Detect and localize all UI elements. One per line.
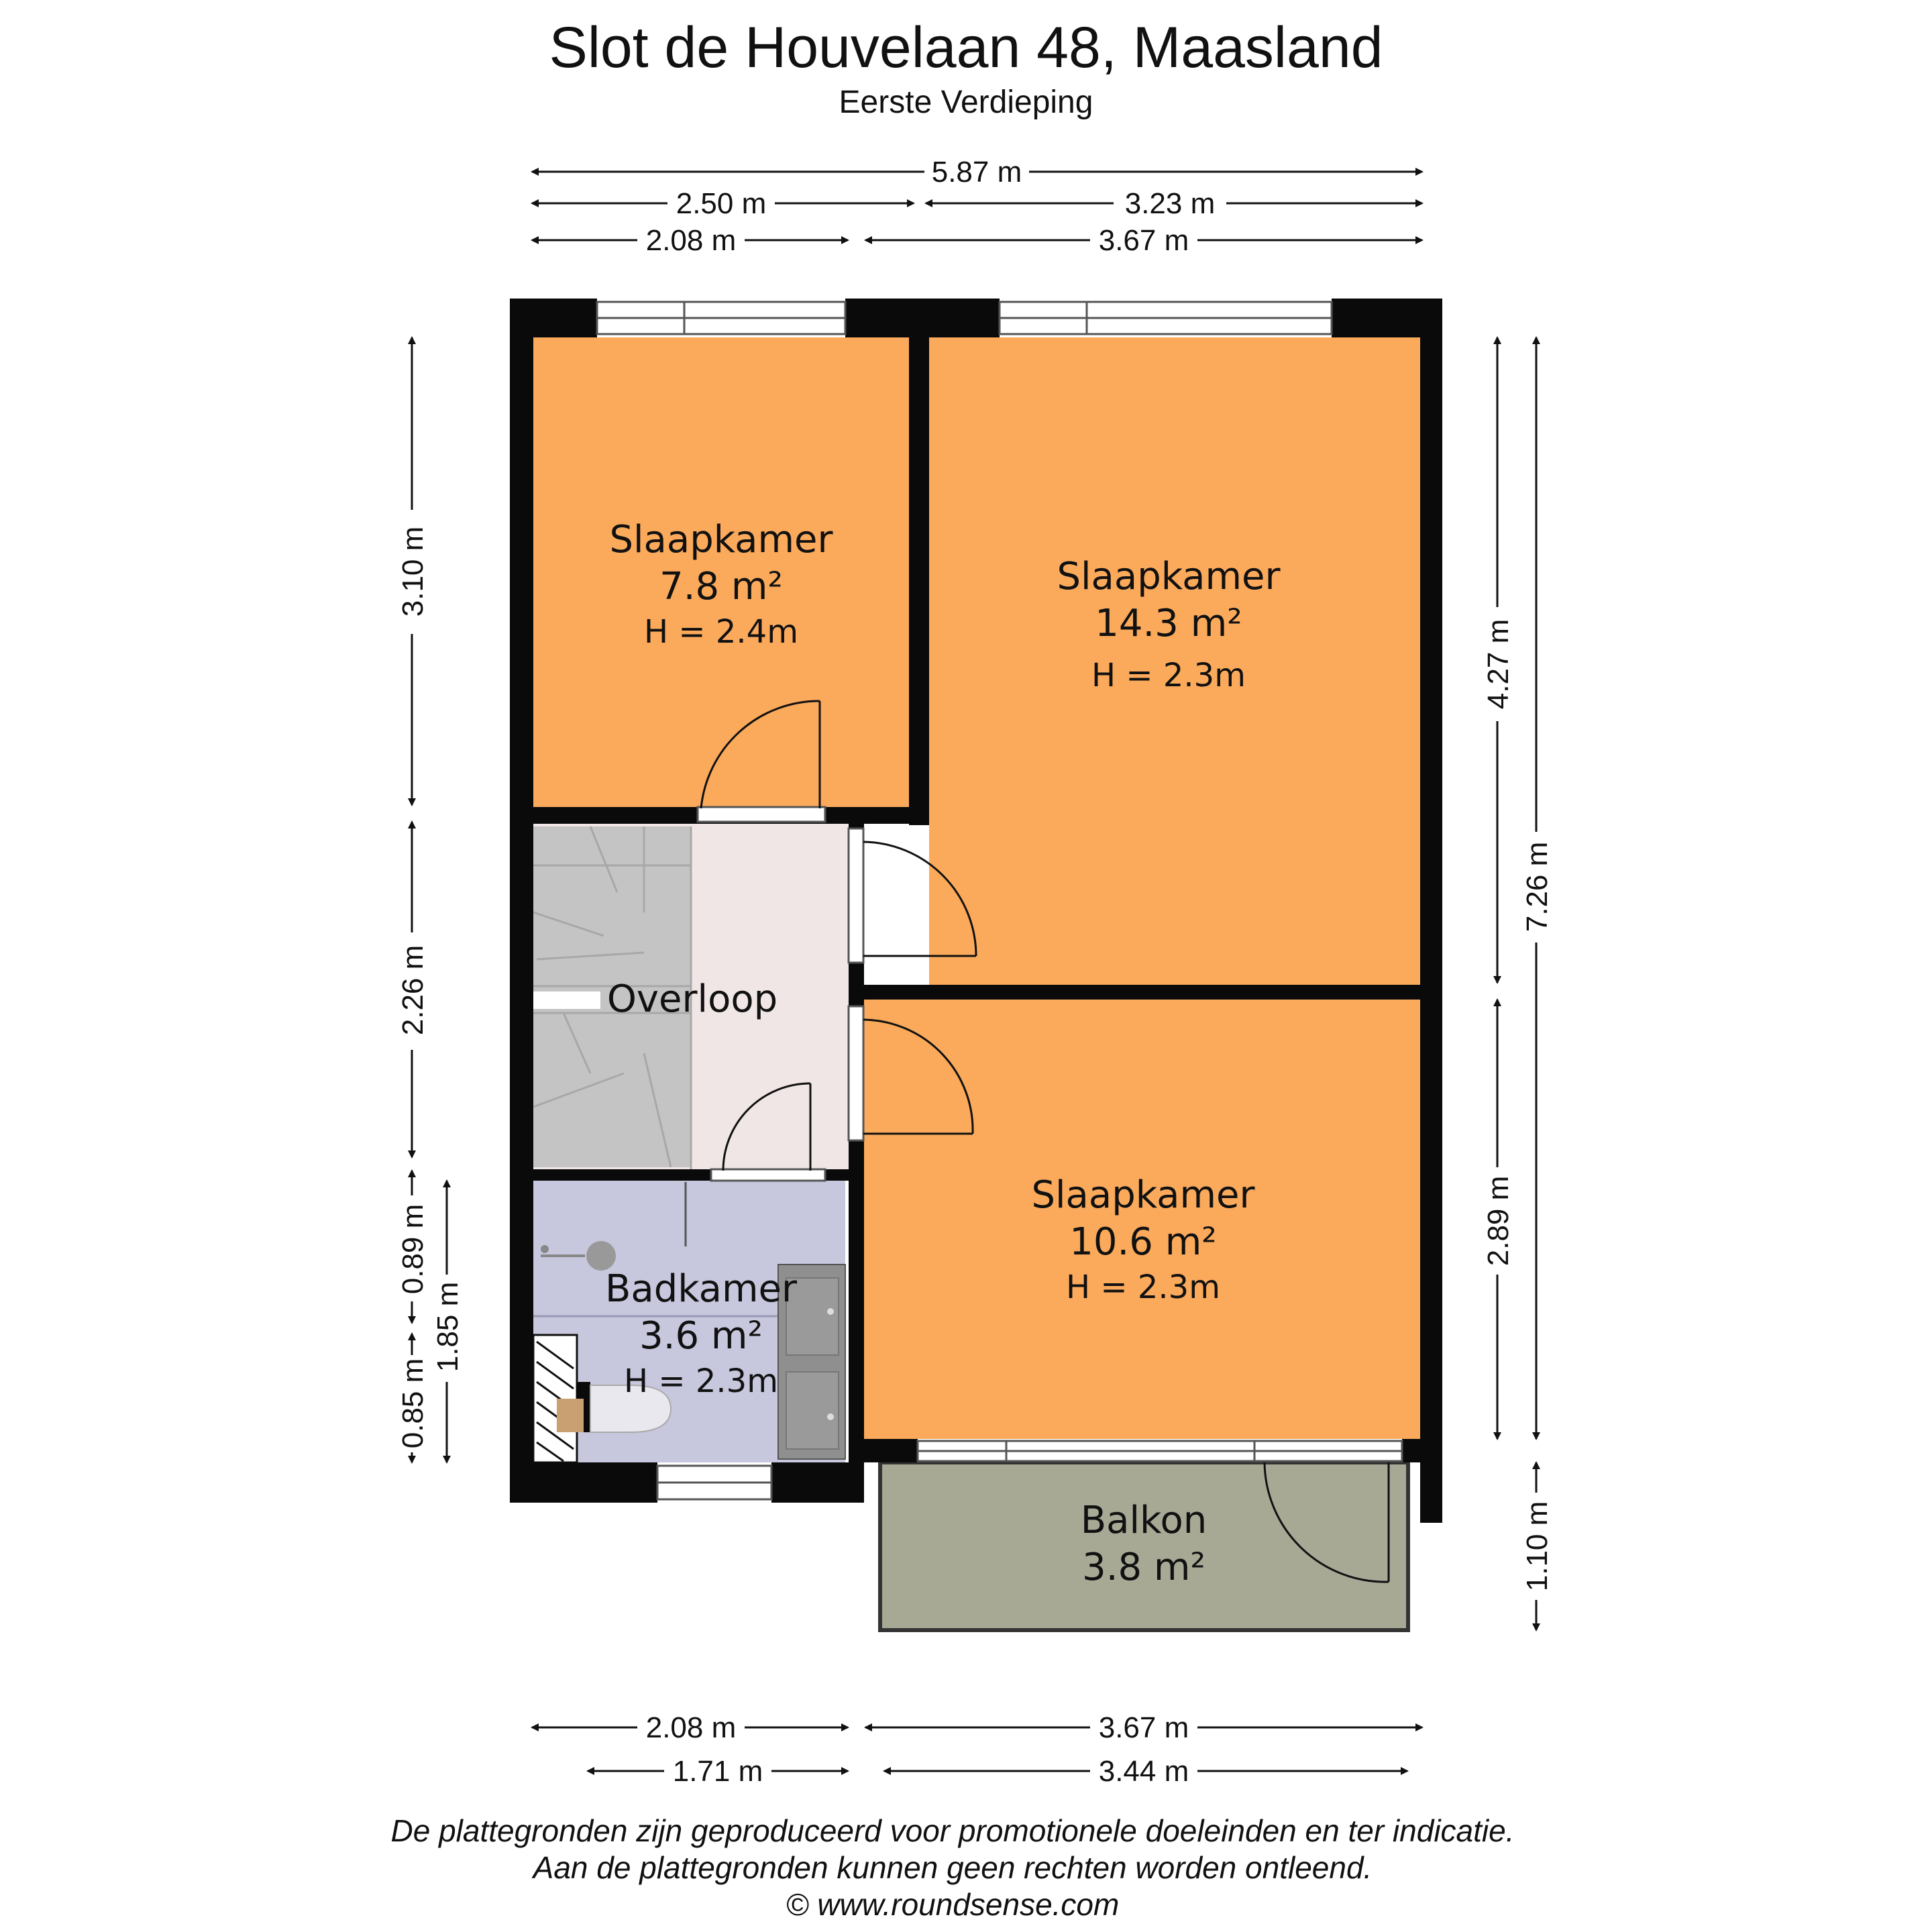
room-name: Slaapkamer [1057, 555, 1281, 598]
dimension-bottom-left-a [532, 1711, 848, 1744]
page-title: Slot de Houvelaan 48, Maasland [549, 15, 1383, 80]
window-top-right [1000, 302, 1332, 334]
svg-text:2.08 m: 2.08 m [645, 224, 737, 257]
dimension-bottom-left-b [588, 1755, 848, 1788]
dimension-left-middle [396, 822, 429, 1157]
dimension-top-right-b [865, 224, 1422, 257]
disclaimer-line-2: Aan de plattegronden kunnen geen rechten worden ontleend. [533, 1850, 1373, 1885]
svg-text:1.10 m: 1.10 m [1521, 1501, 1554, 1592]
dimension-left-lower-total [431, 1181, 464, 1462]
dimension-top-left-b [532, 224, 848, 257]
room-area: 10.6 m² [1069, 1220, 1217, 1264]
dimension-top-right-a [926, 187, 1422, 220]
dimension-left-upper [396, 337, 429, 805]
dimension-right-balcony [1521, 1462, 1554, 1630]
svg-text:1.71 m: 1.71 m [672, 1755, 763, 1788]
dimension-left-lower-a [396, 1171, 429, 1323]
room-area: 3.8 m² [1082, 1546, 1205, 1589]
dimension-left-lower-b [396, 1334, 429, 1462]
svg-text:2.89 m: 2.89 m [1482, 1175, 1515, 1267]
dimension-bottom-right-b [884, 1755, 1407, 1788]
svg-text:5.87 m: 5.87 m [931, 156, 1022, 189]
window-top-left [597, 302, 845, 334]
svg-text:3.44 m: 3.44 m [1098, 1755, 1189, 1788]
staircase-landing-strip [533, 991, 600, 1009]
room-name: Badkamer [604, 1267, 798, 1311]
room-bedroom-mid [864, 1000, 1420, 1439]
room-height: H = 2.3m [1066, 1269, 1220, 1306]
window-balcony [918, 1441, 1402, 1461]
window-bathroom [657, 1466, 771, 1499]
room-area: 7.8 m² [659, 565, 783, 608]
room-name: Slaapkamer [1031, 1173, 1255, 1217]
svg-text:4.27 m: 4.27 m [1482, 619, 1515, 710]
room-height: H = 2.4m [644, 613, 798, 651]
dimension-top-left-a [532, 187, 914, 220]
copyright-line: © www.roundsense.com [786, 1887, 1120, 1922]
room-area: 14.3 m² [1095, 602, 1242, 645]
dimension-right-lower [1482, 1000, 1515, 1439]
dimension-right-total [1521, 337, 1554, 1439]
dimension-bottom-right-a [865, 1711, 1422, 1744]
room-height: H = 2.3m [1091, 657, 1246, 694]
svg-text:0.85 m: 0.85 m [396, 1358, 429, 1449]
label-landing: Overloop [606, 977, 778, 1021]
svg-text:2.08 m: 2.08 m [645, 1711, 737, 1744]
dimension-top-total [532, 156, 1422, 189]
page-subtitle: Eerste Verdieping [839, 85, 1093, 120]
room-height: H = 2.3m [624, 1362, 778, 1400]
dimension-right-upper [1482, 337, 1515, 983]
svg-text:7.26 m: 7.26 m [1521, 841, 1554, 932]
room-name: Balkon [1080, 1499, 1208, 1542]
svg-text:2.26 m: 2.26 m [396, 945, 429, 1036]
svg-text:3.10 m: 3.10 m [396, 526, 429, 617]
svg-text:3.67 m: 3.67 m [1098, 224, 1189, 257]
svg-text:3.67 m: 3.67 m [1098, 1711, 1189, 1744]
svg-text:3.23 m: 3.23 m [1124, 187, 1216, 220]
room-name: Slaapkamer [609, 518, 833, 561]
svg-text:1.85 m: 1.85 m [431, 1281, 464, 1373]
svg-text:2.50 m: 2.50 m [676, 187, 767, 220]
disclaimer-line-1: De plattegronden zijn geproduceerd voor promotionele doeleinden en ter indicatie. [390, 1813, 1515, 1848]
svg-text:0.89 m: 0.89 m [396, 1203, 429, 1295]
room-area: 3.6 m² [639, 1314, 763, 1358]
